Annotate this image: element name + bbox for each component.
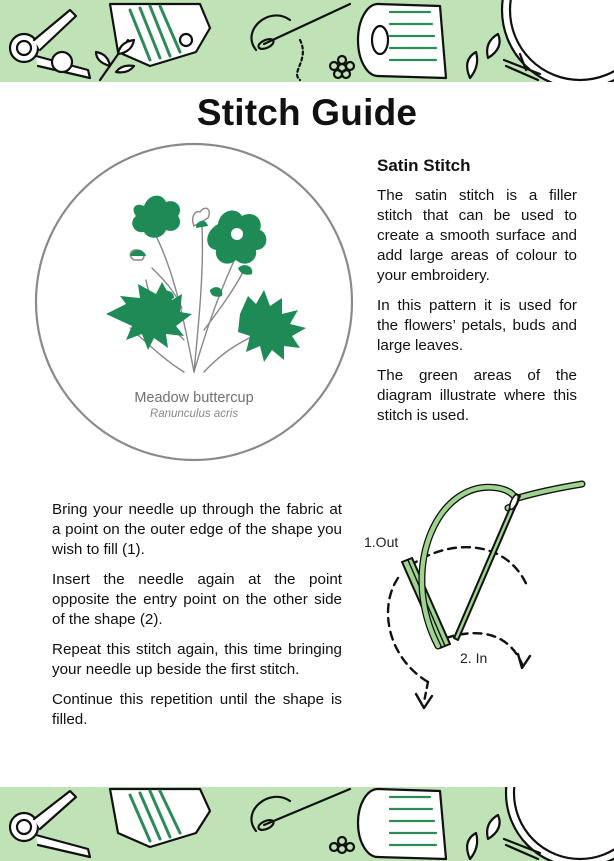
flower-icon (330, 837, 354, 853)
instruction-step: Repeat this stitch again, this time bringing your needle up beside the first stitch. (52, 641, 342, 678)
leaf-sprig-icon (467, 815, 500, 859)
label-out: 1.Out (364, 534, 399, 550)
page-title: Stitch Guide (196, 92, 418, 133)
needle-icon (251, 789, 350, 832)
thread-spool-icon (358, 789, 446, 859)
buttercup-illustration (34, 140, 354, 464)
instruction-step: Insert the needle again at the point opposite the entry point on the other side of the shape (2). (52, 571, 342, 628)
footer-decor-band (0, 787, 614, 861)
flower-icon (330, 56, 354, 78)
scissors-icon (10, 791, 90, 857)
needle-icon (251, 4, 350, 80)
stitch-instructions (52, 500, 342, 740)
satin-stitch-diagram (358, 468, 598, 718)
embroidery-hoop-icon (502, 0, 614, 82)
stitch-paragraph: In this pattern it is used for the flowers’ petals, buds and large leaves. (377, 297, 577, 354)
stitch-paragraph: The satin stitch is a filler stitch that can be used to create a smooth surface and add large areas of colour to your embroidery. (377, 187, 577, 284)
header-decor-band (0, 0, 614, 82)
plant-common-name: Meadow buttercup (134, 390, 254, 406)
label-in: 2. In (460, 650, 488, 666)
leaf-sprig-icon (96, 40, 134, 80)
thread-card-icon (110, 4, 210, 66)
instruction-step: Continue this repetition until the shape is filled. (52, 691, 342, 728)
instruction-step: Bring your needle up through the fabric at a point on the outer edge of the shape you wish to fill (1). (52, 501, 342, 558)
stitch-paragraph: The green areas of the diagram illustrate where this stitch is used. (377, 367, 577, 424)
thread-card-icon (110, 789, 210, 847)
leaf-sprig-icon (467, 34, 500, 78)
stitch-heading: Satin Stitch (377, 156, 471, 175)
scissors-icon (10, 10, 90, 78)
embroidery-hoop-icon (504, 787, 614, 861)
plant-latin-name: Ranunculus acris (149, 408, 239, 420)
thread-spool-icon (358, 4, 446, 78)
satin-stitch-description (377, 156, 577, 436)
